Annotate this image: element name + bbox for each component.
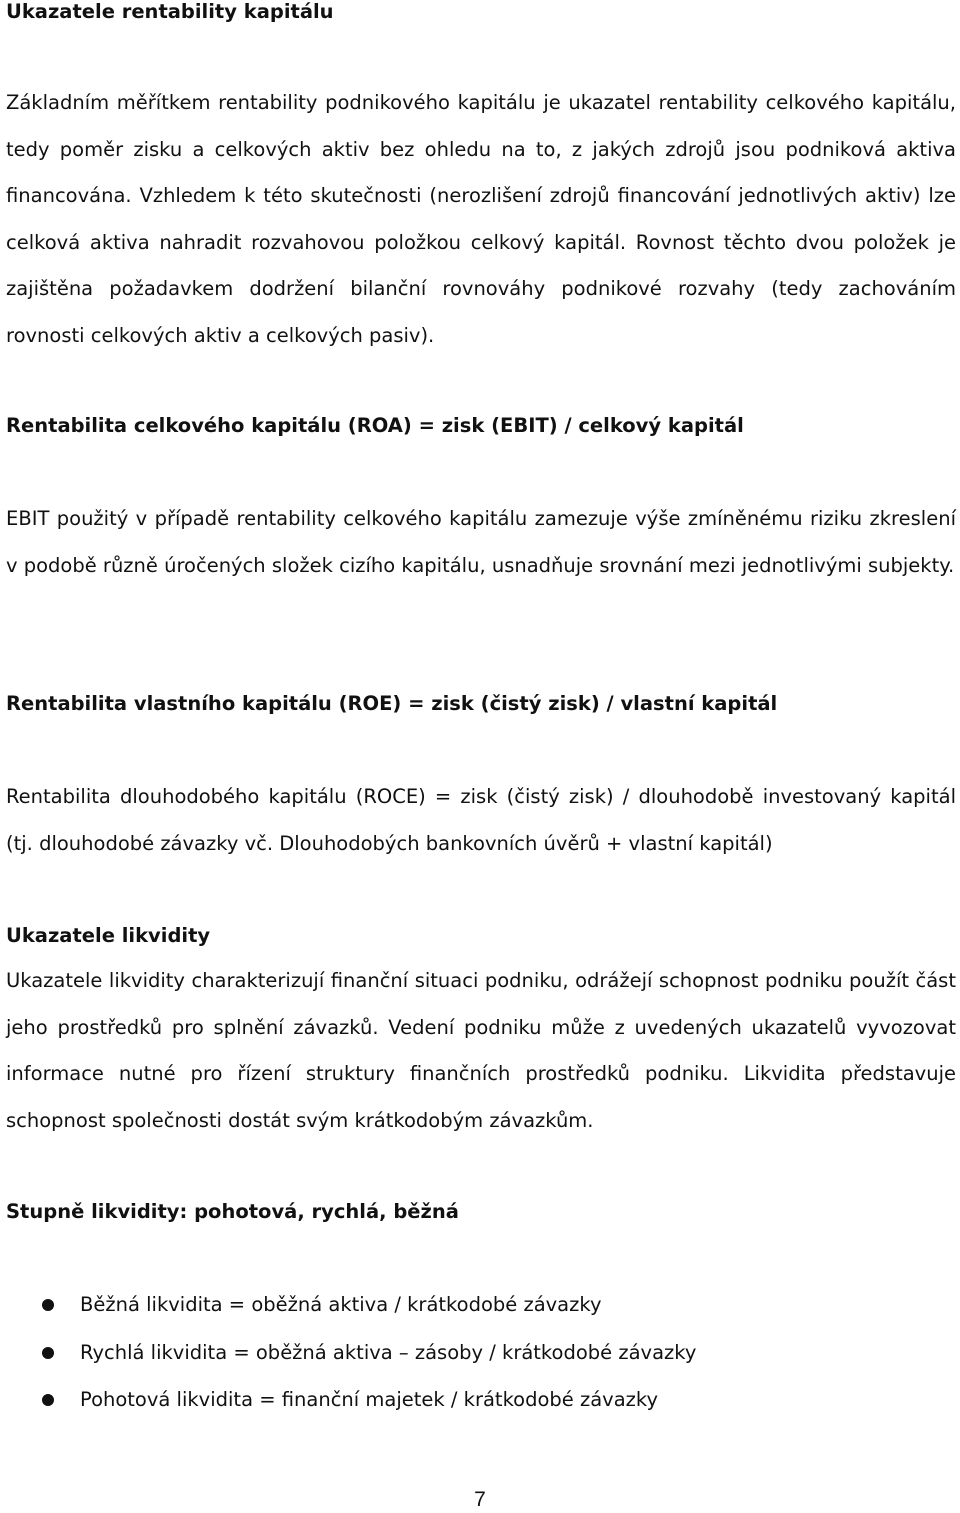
section-heading-liquidity-levels: Stupně likvidity: pohotová, rychlá, běžná [6,1200,459,1223]
bullet-icon [42,1347,54,1359]
section-heading-rentability: Ukazatele rentability kapitálu [6,0,334,23]
page-number: 7 [474,1488,486,1511]
paragraph-liquidity: Ukazatele likvidity charakterizují finanční situaci podniku, odrážejí schopnost podniku použít část jeho prostředků pro splnění závazků. Vedení podniku může z uvedených ukazatelů vyvozovat informace nutné pro řízení struktury finančních prostředků podniku. Likvidita představuje schopnost společnosti dostát svým krátkodobým závazkům. [6,969,956,1132]
list-item-text: Běžná likvidita = oběžná aktiva / krátkodobé závazky [80,1293,602,1316]
section-heading-liquidity: Ukazatele likvidity [6,924,211,947]
paragraph-roce: Rentabilita dlouhodobého kapitálu (ROCE) = zisk (čistý zisk) / dlouhodobě investovaný kapitál (tj. dlouhodobé závazky vč. Dlouhodobých bankovních úvěrů + vlastní kapitál) [6,785,956,855]
formula-roe: Rentabilita vlastního kapitálu (ROE) = zisk (čistý zisk) / vlastní kapitál [6,692,778,715]
formula-roa: Rentabilita celkového kapitálu (ROA) = zisk (EBIT) / celkový kapitál [6,414,744,437]
bullet-icon [42,1394,54,1406]
bullet-icon [42,1299,54,1311]
paragraph-rentability-intro: Základním měřítkem rentability podnikového kapitálu je ukazatel rentability celkového kapitálu, tedy poměr zisku a celkových aktiv bez ohledu na to, z jakých zdrojů jsou podniková aktiva financována. Vzhledem k této skutečnosti (nerozlišení zdrojů financování jednotlivých aktiv) lze celková aktiva nahradit rozvahovou položkou celkový kapitál. Rovnost těchto dvou položek je zajištěna požadavkem dodržení bilanční rovnováhy podnikové rozvahy (tedy zachováním rovnosti celkových aktiv a celkových pasiv). [6,91,956,347]
list-item-text: Pohotová likvidita = finanční majetek / krátkodobé závazky [80,1388,659,1411]
paragraph-ebit: EBIT použitý v případě rentability celkového kapitálu zamezuje výše zmíněnému riziku zkreslení v podobě různě úročených složek cizího kapitálu, usnadňuje srovnání mezi jednotlivými subjekty. [6,507,956,577]
list-item-text: Rychlá likvidita = oběžná aktiva – zásoby / krátkodobé závazky [80,1341,697,1364]
